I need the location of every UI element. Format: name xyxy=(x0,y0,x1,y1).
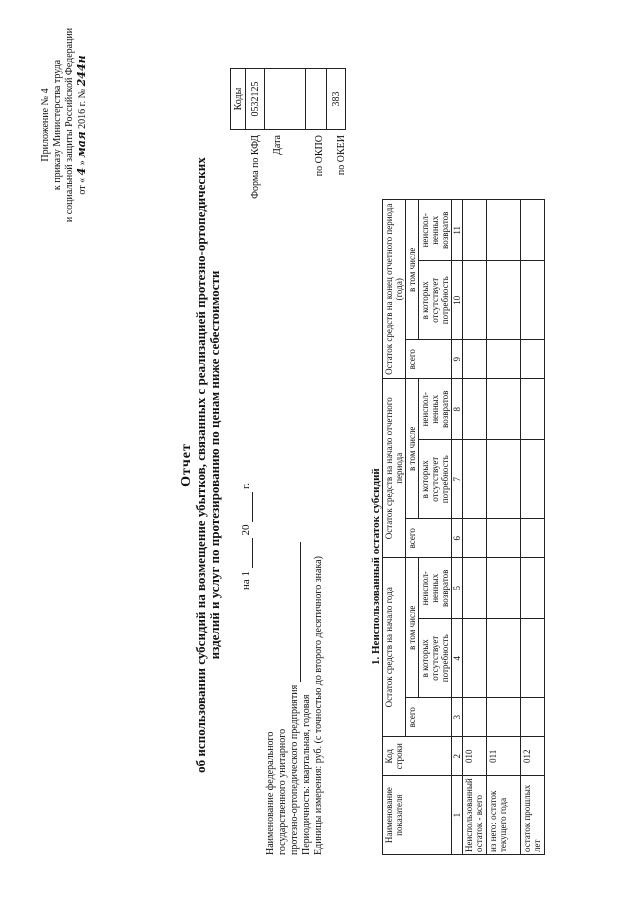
okpo-cell xyxy=(306,69,327,130)
end-period-total: всего xyxy=(406,340,452,379)
okei-code-cell: 383 xyxy=(327,69,346,130)
col-num: 7 xyxy=(452,440,463,519)
org-label-2: государственного унитарного xyxy=(277,728,288,855)
date-year: 2016 г. № xyxy=(77,88,88,129)
section-title: 1. Неиспользованный остаток субсидий xyxy=(370,468,382,665)
date-prefix: от « xyxy=(77,177,88,195)
table-row xyxy=(521,200,545,855)
col-num: 5 xyxy=(452,558,463,619)
report-period xyxy=(240,483,253,590)
cell xyxy=(487,619,521,698)
cell xyxy=(487,340,521,379)
period-year-prefix: 20 xyxy=(240,524,252,536)
row-name: Неиспользованный остаток - всего xyxy=(463,776,487,855)
row-code: 012 xyxy=(521,737,545,776)
cell xyxy=(463,200,487,261)
col-num: 10 xyxy=(452,261,463,340)
group-start-period: Остаток средств на начало отчетного периода xyxy=(383,379,406,558)
report-meta xyxy=(265,415,325,855)
col-num: 4 xyxy=(452,619,463,698)
cell xyxy=(521,200,545,261)
start-period-unused: неиспол-ненных возвратов xyxy=(419,379,452,440)
appendix-date-line xyxy=(76,25,89,225)
title-heading: Отчет xyxy=(179,443,194,487)
date-cell xyxy=(265,69,306,130)
end-period-need: в которых отсутствует потребность xyxy=(419,261,452,340)
start-year-including: в том числе xyxy=(406,558,419,698)
cell xyxy=(463,698,487,737)
appendix-line-3: и социальной защиты Российской Федерации xyxy=(64,27,75,223)
start-year-unused: неиспол-ненных возвратов xyxy=(419,558,452,619)
okei-label: по ОКЕИ xyxy=(336,135,347,176)
col-num: 2 xyxy=(452,737,463,776)
cell xyxy=(487,558,521,619)
units: Единицы измерения: руб. (с точностью до второго десятичного знака) xyxy=(313,556,324,855)
start-year-total: всего xyxy=(406,698,452,737)
cell xyxy=(463,558,487,619)
group-end-period: Остаток средств на конец отчетного периода (года) xyxy=(383,200,406,379)
period-suffix: г. xyxy=(240,482,252,489)
form-code-cell: 0532125 xyxy=(246,69,265,130)
col-num: 8 xyxy=(452,379,463,440)
cell xyxy=(463,519,487,558)
table-row xyxy=(463,200,487,855)
date-day: 4 xyxy=(75,167,88,176)
col-num: 1 xyxy=(452,776,463,855)
org-label-1: Наименование федерального xyxy=(265,731,276,855)
period-year-blank xyxy=(240,492,253,522)
cell xyxy=(463,440,487,519)
cell xyxy=(521,261,545,340)
row-code: 010 xyxy=(463,737,487,776)
cell xyxy=(463,261,487,340)
col-num: 9 xyxy=(452,340,463,379)
cell xyxy=(487,261,521,340)
subsidy-balance-table xyxy=(382,199,545,855)
title-line-1: об использовании субсидий на возмещение убытков, связанных с реализацией протезно-ортопедических xyxy=(193,157,208,773)
periodicity: Периодичность: квартальная, годовая xyxy=(301,694,312,855)
table-row xyxy=(487,200,521,855)
col-num: 3 xyxy=(452,698,463,737)
cell xyxy=(463,379,487,440)
title-line-2: изделий и услуг по протезированию по ценам ниже себестоимости xyxy=(207,270,222,660)
report-title xyxy=(180,105,222,825)
appendix-line-1: Приложение № 4 xyxy=(40,88,51,162)
cell xyxy=(521,519,545,558)
start-period-need: в которых отсутствует потребность xyxy=(419,440,452,519)
cell xyxy=(521,440,545,519)
cell xyxy=(487,379,521,440)
row-name: из него: остаток текущего года xyxy=(487,776,521,855)
cell xyxy=(487,440,521,519)
cell xyxy=(463,340,487,379)
cell xyxy=(487,519,521,558)
appendix-line-2: к приказу Министерства труда xyxy=(52,59,63,191)
org-name-blank xyxy=(290,542,301,682)
org-label-3: протезно-ортопедического предприятия xyxy=(289,684,300,855)
period-prefix: на 1 xyxy=(240,570,252,590)
row-name: остаток прошлых лет xyxy=(521,776,545,855)
org-label-3-line xyxy=(289,415,301,855)
okpo-label: по ОКПО xyxy=(314,135,325,177)
form-label: Форма по КФД xyxy=(250,135,261,199)
codes-header: Коды xyxy=(231,69,246,130)
end-period-including: в том числе xyxy=(406,200,419,340)
cell xyxy=(521,340,545,379)
date-label: Дата xyxy=(272,135,283,155)
cell xyxy=(521,698,545,737)
start-period-including: в том числе xyxy=(406,379,419,519)
codes-table xyxy=(230,68,346,130)
col-num: 11 xyxy=(452,200,463,261)
col-name-header: Наименование показателя xyxy=(383,776,452,855)
column-number-row xyxy=(452,200,463,855)
cell xyxy=(521,379,545,440)
cell xyxy=(521,619,545,698)
date-mid: » xyxy=(77,160,88,166)
cell xyxy=(521,558,545,619)
period-date-blank xyxy=(240,538,253,568)
group-start-year: Остаток средств на начало года xyxy=(383,558,406,737)
cell xyxy=(487,698,521,737)
appendix-header xyxy=(40,25,89,225)
date-month: мая xyxy=(75,131,88,158)
col-num: 6 xyxy=(452,519,463,558)
order-number: 244н xyxy=(75,55,88,87)
cell xyxy=(463,619,487,698)
end-period-unused: неиспол-ненных возвратов xyxy=(419,200,452,261)
start-year-need: в которых отсутствует потребность xyxy=(419,619,452,698)
start-period-total: всего xyxy=(406,519,452,558)
cell xyxy=(487,200,521,261)
col-code-header: Код строки xyxy=(383,737,452,776)
row-code: 011 xyxy=(487,737,521,776)
